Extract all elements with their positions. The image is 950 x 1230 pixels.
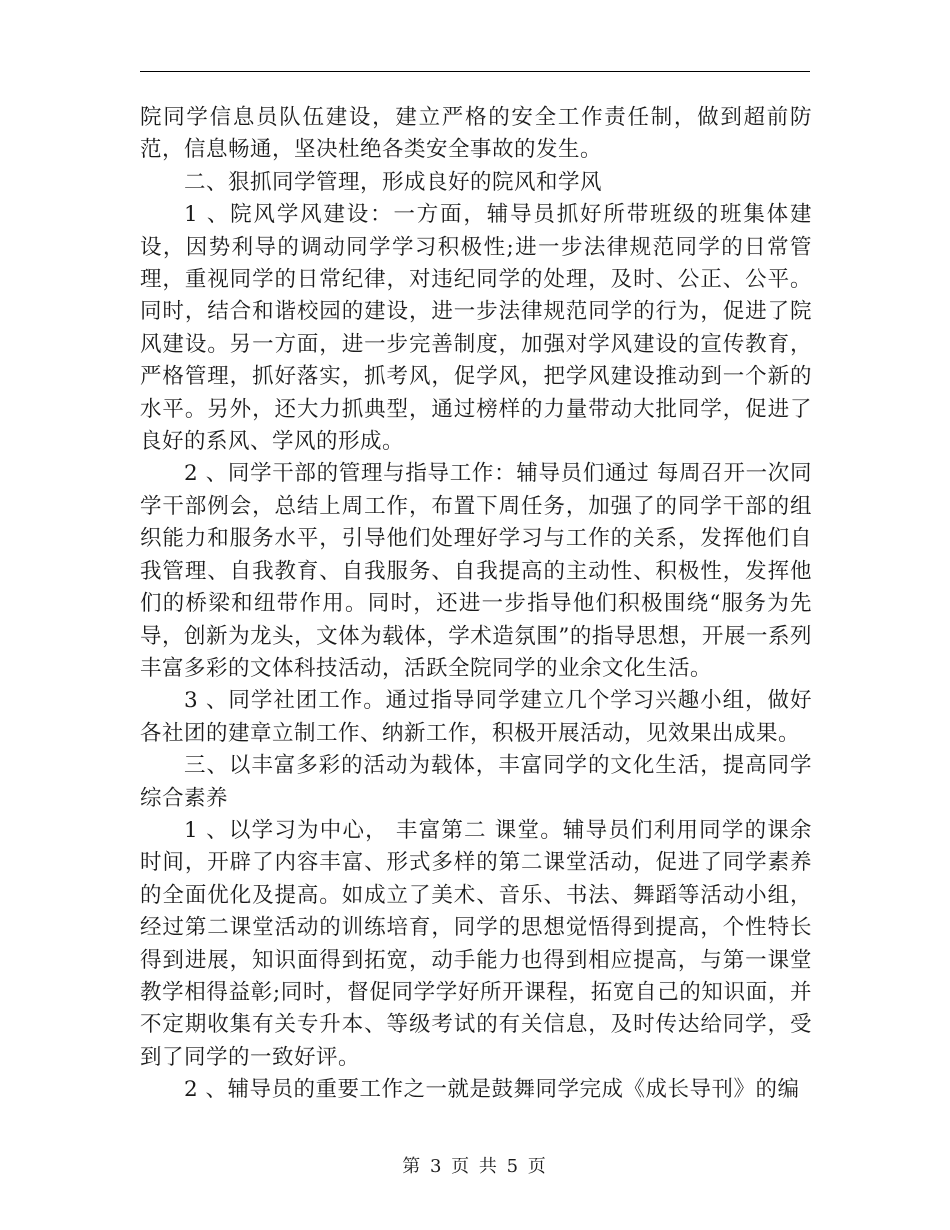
paragraph-1: 院同学信息员队伍建设，建立严格的安全工作责任制，做到超前防范，信息畅通，坚决杜绝各类安全事故的发生。: [140, 105, 812, 163]
paragraph-3-1: 1 、以学习为中心， 丰富第二 课堂。辅导员们利用同学的课余时间，开辟了内容丰富、形式多样的第二课堂活动，促进了同学素养的全面优化及提高。如成立了美术、音乐、书法、舞蹈等活动小组，经过第二课堂活动的训练培育，同学的思想觉悟得到提高，个性特长得到进展，知识面得到拓宽，动手能力也得到相应提高，与第一课堂教学相得益彰;同时，督促同学学好所开课程，拓宽自己的知识面，并不定期收集有关专升本、等级考试的有关信息，及时传达给同学，受到了同学的一致好评。: [140, 817, 812, 1070]
paragraph-3-2: 2 、辅导员的重要工作之一就是鼓舞同学完成《成长导刊》的编: [184, 1077, 800, 1103]
document-body: [140, 102, 812, 1107]
section-heading-2: 二、狠抓同学管理，形成良好的院风和学风: [184, 169, 603, 195]
page-number: 第 3 页 共 5 页: [402, 1156, 548, 1177]
paragraph-2-3: 3 、同学社团工作。通过指导同学建立几个学习兴趣小组，做好各社团的建章立制工作、纳新工作，积极开展活动，见效果出成果。: [140, 688, 812, 746]
paragraph-2-1: 1 、院风学风建设：一方面，辅导员抓好所带班级的班集体建设，因势利导的调动同学学习积极性;进一步法律规范同学的日常管理，重视同学的日常纪律，对违纪同学的处理，及时、公正、公平。同时，结合和谐校园的建设，进一步法律规范同学的行为，促进了院风建设。另一方面，进一步完善制度，加强对学风建设的宣传教育，严格管理，抓好落实，抓考风，促学风，把学风建设推动到一个新的水平。另外，还大力抓典型，通过榜样的力量带动大批同学，促进了良好的系风、学风的形成。: [140, 202, 812, 455]
header-rule: [140, 71, 810, 72]
paragraph-2-2: 2 、同学干部的管理与指导工作：辅导员们通过 每周召开一次同学干部例会，总结上周工作，布置下周任务，加强了的同学干部的组织能力和服务水平，引导他们处理好学习与工作的关系，发挥他们自我管理、自我教育、自我服务、自我提高的主动性、积极性，发挥他们的桥梁和纽带作用。同时，还进一步指导他们积极围绕“服务为先导，创新为龙头，文体为载体，学术造氛围”的指导思想，开展一系列丰富多彩的文体科技活动，活跃全院同学的业余文化生活。: [140, 461, 812, 681]
section-heading-3: 三、以丰富多彩的活动为载体，丰富同学的文化生活，提高同学综合素养: [140, 753, 812, 811]
